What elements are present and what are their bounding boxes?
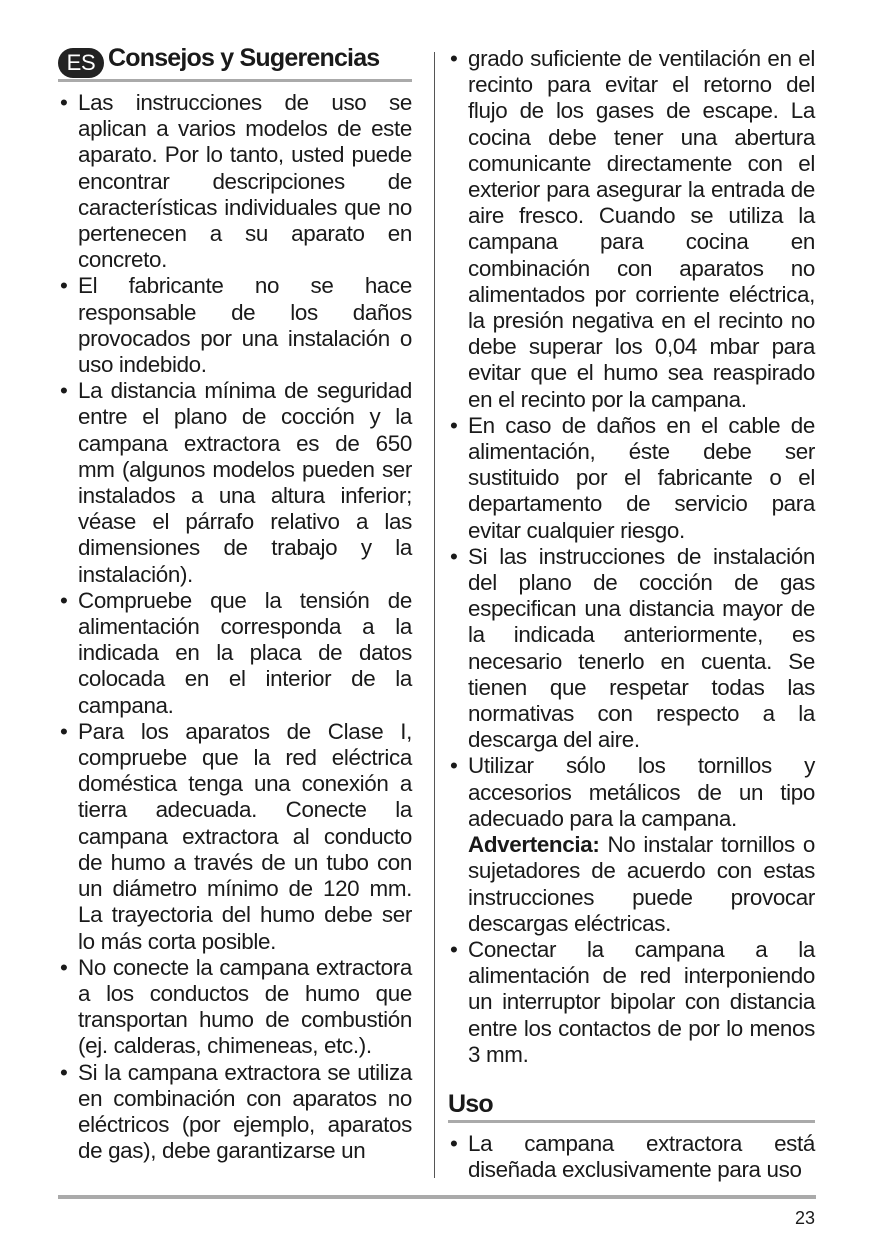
list-item: • Las instrucciones de uso se aplican a varios modelos de este aparato. Por lo tanto, usted puede encontrar descripciones de características individuales que no pertenecen a su aparato en concreto.	[58, 90, 412, 273]
list-item-text: Utilizar sólo los tornillos y accesorios metálicos de un tipo adecuado para la campana.	[468, 753, 815, 831]
list-item: • Para los aparatos de Clase I, compruebe que la red eléctrica doméstica tenga una conexión a tierra adecuada. Conecte la campana extractora al conducto de humo a través de un tubo con un diámetro mínimo de 120 mm. La trayectoria del humo debe ser lo más corta posible.	[58, 719, 412, 955]
section-header-consejos	[58, 46, 412, 82]
list-item: • Si las instrucciones de instalación del plano de cocción de gas especifican una distancia mayor de la indicada anteriormente, es necesario tenerlo en cuenta. Se tienen que respetar todas las normativas con respecto a la descarga del aire.	[448, 544, 815, 754]
tips-list-right	[448, 46, 815, 1068]
language-badge: ES	[58, 48, 104, 78]
list-item: • La distancia mínima de seguridad entre el plano de cocción y la campana extractora es de 650 mm (algunos modelos pueden ser instalados a una altura inferior; véase el párrafo relativo a las dimensiones de trabajo y la instalación).	[58, 378, 412, 588]
list-item: • El fabricante no se hace responsable de los daños provocados por una instalación o uso indebido.	[58, 273, 412, 378]
list-item: • La campana extractora está diseñada exclusivamente para uso	[448, 1131, 815, 1183]
page-number: 23	[794, 1208, 815, 1228]
continued-paragraph	[448, 46, 815, 413]
warning-text: No instalar tornillos o sujetadores de acuerdo con estas instrucciones puede provocar descargas eléctricas.	[468, 832, 815, 936]
footer-rule	[58, 1195, 816, 1199]
right-column	[448, 46, 815, 1183]
uso-list	[448, 1131, 815, 1183]
section-header-uso	[448, 1087, 815, 1123]
continued-text: grado suficiente de ventilación en el recinto para evitar el retorno del flujo de los gases de escape. La cocina debe tener una abertura comunicante directamente con el exterior para asegurar la entrada de aire fresco. Cuando se utiliza la campana para cocina en combinación con aparatos no alimentados por corriente eléctrica, la presión negativa en el recinto no debe superar los 0,04 mbar para evitar que el humo sea reaspirado en el recinto por la campana.	[468, 46, 815, 412]
warning-label: Advertencia:	[468, 832, 600, 858]
list-item: • Conectar la campana a la alimentación de red interponiendo un interruptor bipolar con distancia entre los contactos de por lo menos 3 mm.	[448, 937, 815, 1068]
column-divider	[434, 52, 435, 1178]
list-item: • No conecte la campana extractora a los conductos de humo que transportan humo de combustión (ej. calderas, chimeneas, etc.).	[58, 955, 412, 1060]
section-title-uso: Uso	[448, 1089, 493, 1118]
section-title: Consejos y Sugerencias	[108, 44, 380, 72]
list-item: • Compruebe que la tensión de alimentación corresponda a la indicada en la placa de datos colocada en el interior de la campana.	[58, 588, 412, 719]
list-item: • En caso de daños en el cable de alimentación, éste debe ser sustituido por el fabricante o el departamento de servicio para evitar cualquier riesgo.	[448, 413, 815, 544]
list-item: • Si la campana extractora se utiliza en combinación con aparatos no eléctricos (por ejemplo, aparatos de gas), debe garantizarse un	[58, 1060, 412, 1165]
list-item	[448, 753, 815, 936]
tips-list-left	[58, 90, 412, 1164]
left-column	[58, 46, 412, 1164]
